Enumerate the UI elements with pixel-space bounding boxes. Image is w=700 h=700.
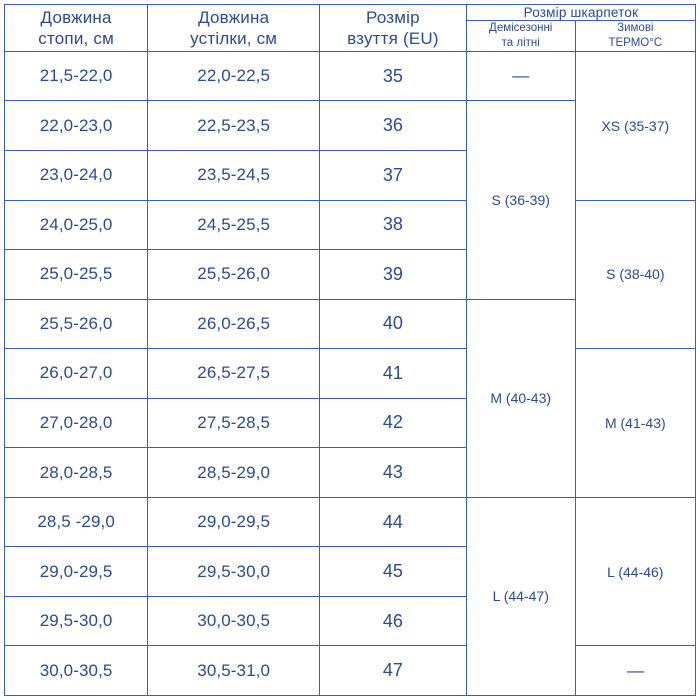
cell-insole-length: 25,5-26,0 — [148, 250, 320, 300]
table-row — [5, 200, 696, 250]
cell-foot-length: 25,5-26,0 — [5, 299, 148, 349]
cell-foot-length: 23,0-24,0 — [5, 150, 148, 200]
cell-insole-length: 27,5-28,5 — [148, 398, 320, 448]
cell-socks-demi: — — [466, 51, 575, 101]
header-shoe-size — [320, 5, 467, 52]
header-foot-length-line2: стопи, см — [38, 28, 114, 48]
cell-shoe-size: 36 — [320, 101, 467, 151]
cell-shoe-size: 37 — [320, 150, 467, 200]
cell-shoe-size: 43 — [320, 448, 467, 498]
cell-foot-length: 25,0-25,5 — [5, 250, 148, 300]
header-shoe-size-line1: Розмір — [366, 7, 420, 27]
cell-foot-length: 26,0-27,0 — [5, 349, 148, 399]
cell-shoe-size: 46 — [320, 596, 467, 646]
table-row — [5, 646, 696, 696]
cell-shoe-size: 41 — [320, 349, 467, 399]
cell-socks-winter: — — [575, 646, 695, 696]
cell-shoe-size: 35 — [320, 51, 467, 101]
header-socks-winter-line2: ТЕРМО°С — [608, 36, 663, 49]
header-foot-length — [5, 5, 148, 52]
cell-insole-length: 30,0-30,5 — [148, 596, 320, 646]
cell-foot-length: 30,0-30,5 — [5, 646, 148, 696]
cell-insole-length: 29,5-30,0 — [148, 547, 320, 597]
header-foot-length-line1: Довжина — [40, 7, 112, 27]
cell-foot-length: 22,0-23,0 — [5, 101, 148, 151]
cell-shoe-size: 38 — [320, 200, 467, 250]
cell-socks-demi: M (40-43) — [466, 299, 575, 497]
cell-foot-length: 27,0-28,0 — [5, 398, 148, 448]
cell-insole-length: 22,5-23,5 — [148, 101, 320, 151]
cell-shoe-size: 40 — [320, 299, 467, 349]
cell-socks-winter: M (41-43) — [575, 349, 695, 498]
table-row — [5, 497, 696, 547]
table-header — [5, 5, 696, 52]
header-shoe-size-line2: взуття (EU) — [347, 28, 439, 48]
table-body — [5, 51, 696, 695]
cell-shoe-size: 47 — [320, 646, 467, 696]
table-row — [5, 51, 696, 101]
cell-insole-length: 30,5-31,0 — [148, 646, 320, 696]
cell-foot-length: 28,0-28,5 — [5, 448, 148, 498]
header-socks-winter-line1: Зимові — [617, 22, 654, 34]
cell-foot-length: 21,5-22,0 — [5, 51, 148, 101]
header-socks-demi-line1: Демісезонні — [489, 22, 553, 34]
cell-insole-length: 23,5-24,5 — [148, 150, 320, 200]
cell-shoe-size: 39 — [320, 250, 467, 300]
cell-insole-length: 22,0-22,5 — [148, 51, 320, 101]
header-socks-winter — [575, 21, 695, 52]
cell-foot-length: 29,0-29,5 — [5, 547, 148, 597]
cell-insole-length: 28,5-29,0 — [148, 448, 320, 498]
header-insole-length-line2: устілки, см — [190, 28, 278, 48]
cell-shoe-size: 44 — [320, 497, 467, 547]
size-chart-table — [4, 4, 696, 696]
header-row-top — [5, 5, 696, 21]
cell-shoe-size: 45 — [320, 547, 467, 597]
header-socks-size: Розмір шкарпеток — [466, 5, 695, 21]
header-socks-demi — [466, 21, 575, 52]
header-insole-length — [148, 5, 320, 52]
cell-socks-winter: XS (35-37) — [575, 51, 695, 200]
cell-insole-length: 26,0-26,5 — [148, 299, 320, 349]
cell-socks-demi: L (44-47) — [466, 497, 575, 695]
cell-foot-length: 29,5-30,0 — [5, 596, 148, 646]
cell-socks-winter: L (44-46) — [575, 497, 695, 646]
cell-insole-length: 26,5-27,5 — [148, 349, 320, 399]
cell-socks-demi: S (36-39) — [466, 101, 575, 299]
header-insole-length-line1: Довжина — [198, 7, 270, 27]
header-socks-demi-line2: та літні — [501, 36, 540, 49]
cell-shoe-size: 42 — [320, 398, 467, 448]
cell-foot-length: 28,5 -29,0 — [5, 497, 148, 547]
cell-socks-winter: S (38-40) — [575, 200, 695, 349]
cell-insole-length: 29,0-29,5 — [148, 497, 320, 547]
cell-foot-length: 24,0-25,0 — [5, 200, 148, 250]
cell-insole-length: 24,5-25,5 — [148, 200, 320, 250]
table-row — [5, 349, 696, 399]
